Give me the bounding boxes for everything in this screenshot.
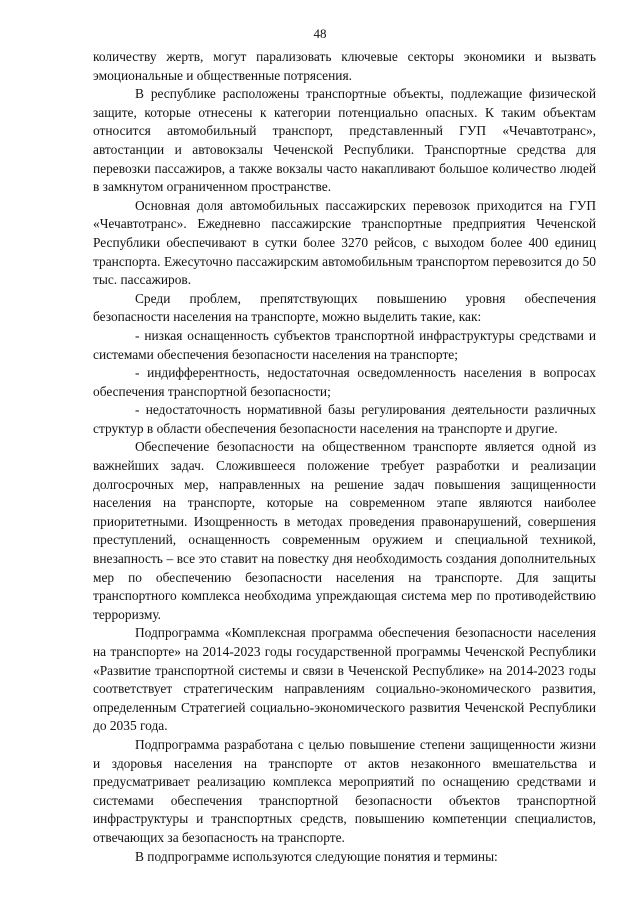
list-item-problem-1: - низкая оснащенность субъектов транспортной инфраструктуры средствами и системами обеспечения безопасности населения на транспорте;: [93, 327, 596, 362]
list-item-problem-3: - недостаточность нормативной базы регулирования деятельности различных структур в области обеспечения безопасности населения на транспорте и другие.: [93, 402, 596, 436]
paragraph-transport-objects: В республике расположены транспортные объекты, подлежащие физической защите, которые отнесены к категории потенциально опасных. К таким объектам относится автомобильный транспорт, представленный ГУП «Чечавтотранс», автостанции и автовокзалы Чеченской Республики. Транспортные средства для перевозки пассажиров, а также вокзалы часто накапливают большое количество людей в замкнутом ограниченном пространстве.: [93, 86, 596, 195]
paragraph-continuation: количеству жертв, могут парализовать ключевые секторы экономики и вызвать эмоциональные и общественные потрясения.: [93, 49, 596, 83]
list-item-problem-2: - индифферентность, недостаточная осведомленность населения в вопросах обеспечения транспортной безопасности;: [93, 365, 596, 399]
paragraph-subprogram-alignment: Подпрограмма «Комплексная программа обеспечения безопасности населения на транспорте» на 2014-2023 годы государственной программы Чеченской Республики «Развитие транспортной системы и связи в Чеченской Республике» на 2014-2023 годы соответствует стратегическим направлениям социально-экономического развития, определенным Стратегией социально-экономического развития Чеченской Республики до 2035 года.: [93, 625, 596, 734]
paragraph-subprogram-goal: Подпрограмма разработана с целью повышение степени защищенности жизни и здоровья населения на транспорте от актов незаконного вмешательства и предусматривает реализацию комплекса мероприятий по оснащению средствами и системами обеспечения транспортной безопасности объектов транспортной инфраструктуры и транспортных средств, повышению компетенции специалистов, отвечающих за безопасность на транспорте.: [93, 736, 596, 845]
paragraph-problems-intro: Среди проблем, препятствующих повышению уровня обеспечения безопасности населения на транспорте, можно выделить такие, как:: [93, 290, 596, 325]
paragraph-passenger-transport: Основная доля автомобильных пассажирских перевозок приходится на ГУП «Чечавтотранс». Ежедневно пассажирские транспортные предприятия Чеченской Республики обеспечивают в сутки более 3270 рейсов, с выходом более 400 единиц транспорта. Ежесуточно пассажирским автомобильным транспортом перевозится до 50 тыс. пассажиров.: [93, 197, 596, 288]
paragraph-public-transport-security: Обеспечение безопасности на общественном транспорте является одной из важнейших задач. Сложившееся положение требует разработки и реализации долгосрочных мер, направленных на решение задач повышения защищенности населения на транспорте, которые на современном этапе являются наиболее приоритетными. Изощренность в методах проведения правонарушений, совершения преступлений, оснащенность современным оружием и специальной техникой, внезапность – все это ставит на повестку дня необходимость создания дополнительных мер по обеспечению безопасности населения на транспорте. Для защиты транспортного комплекса необходима упреждающая система мер по противодействию терроризму.: [93, 439, 596, 622]
page-number: 48: [313, 26, 327, 41]
paragraph-terms-intro: В подпрограмме используются следующие понятия и термины:: [135, 848, 498, 864]
body-text: [93, 48, 596, 866]
